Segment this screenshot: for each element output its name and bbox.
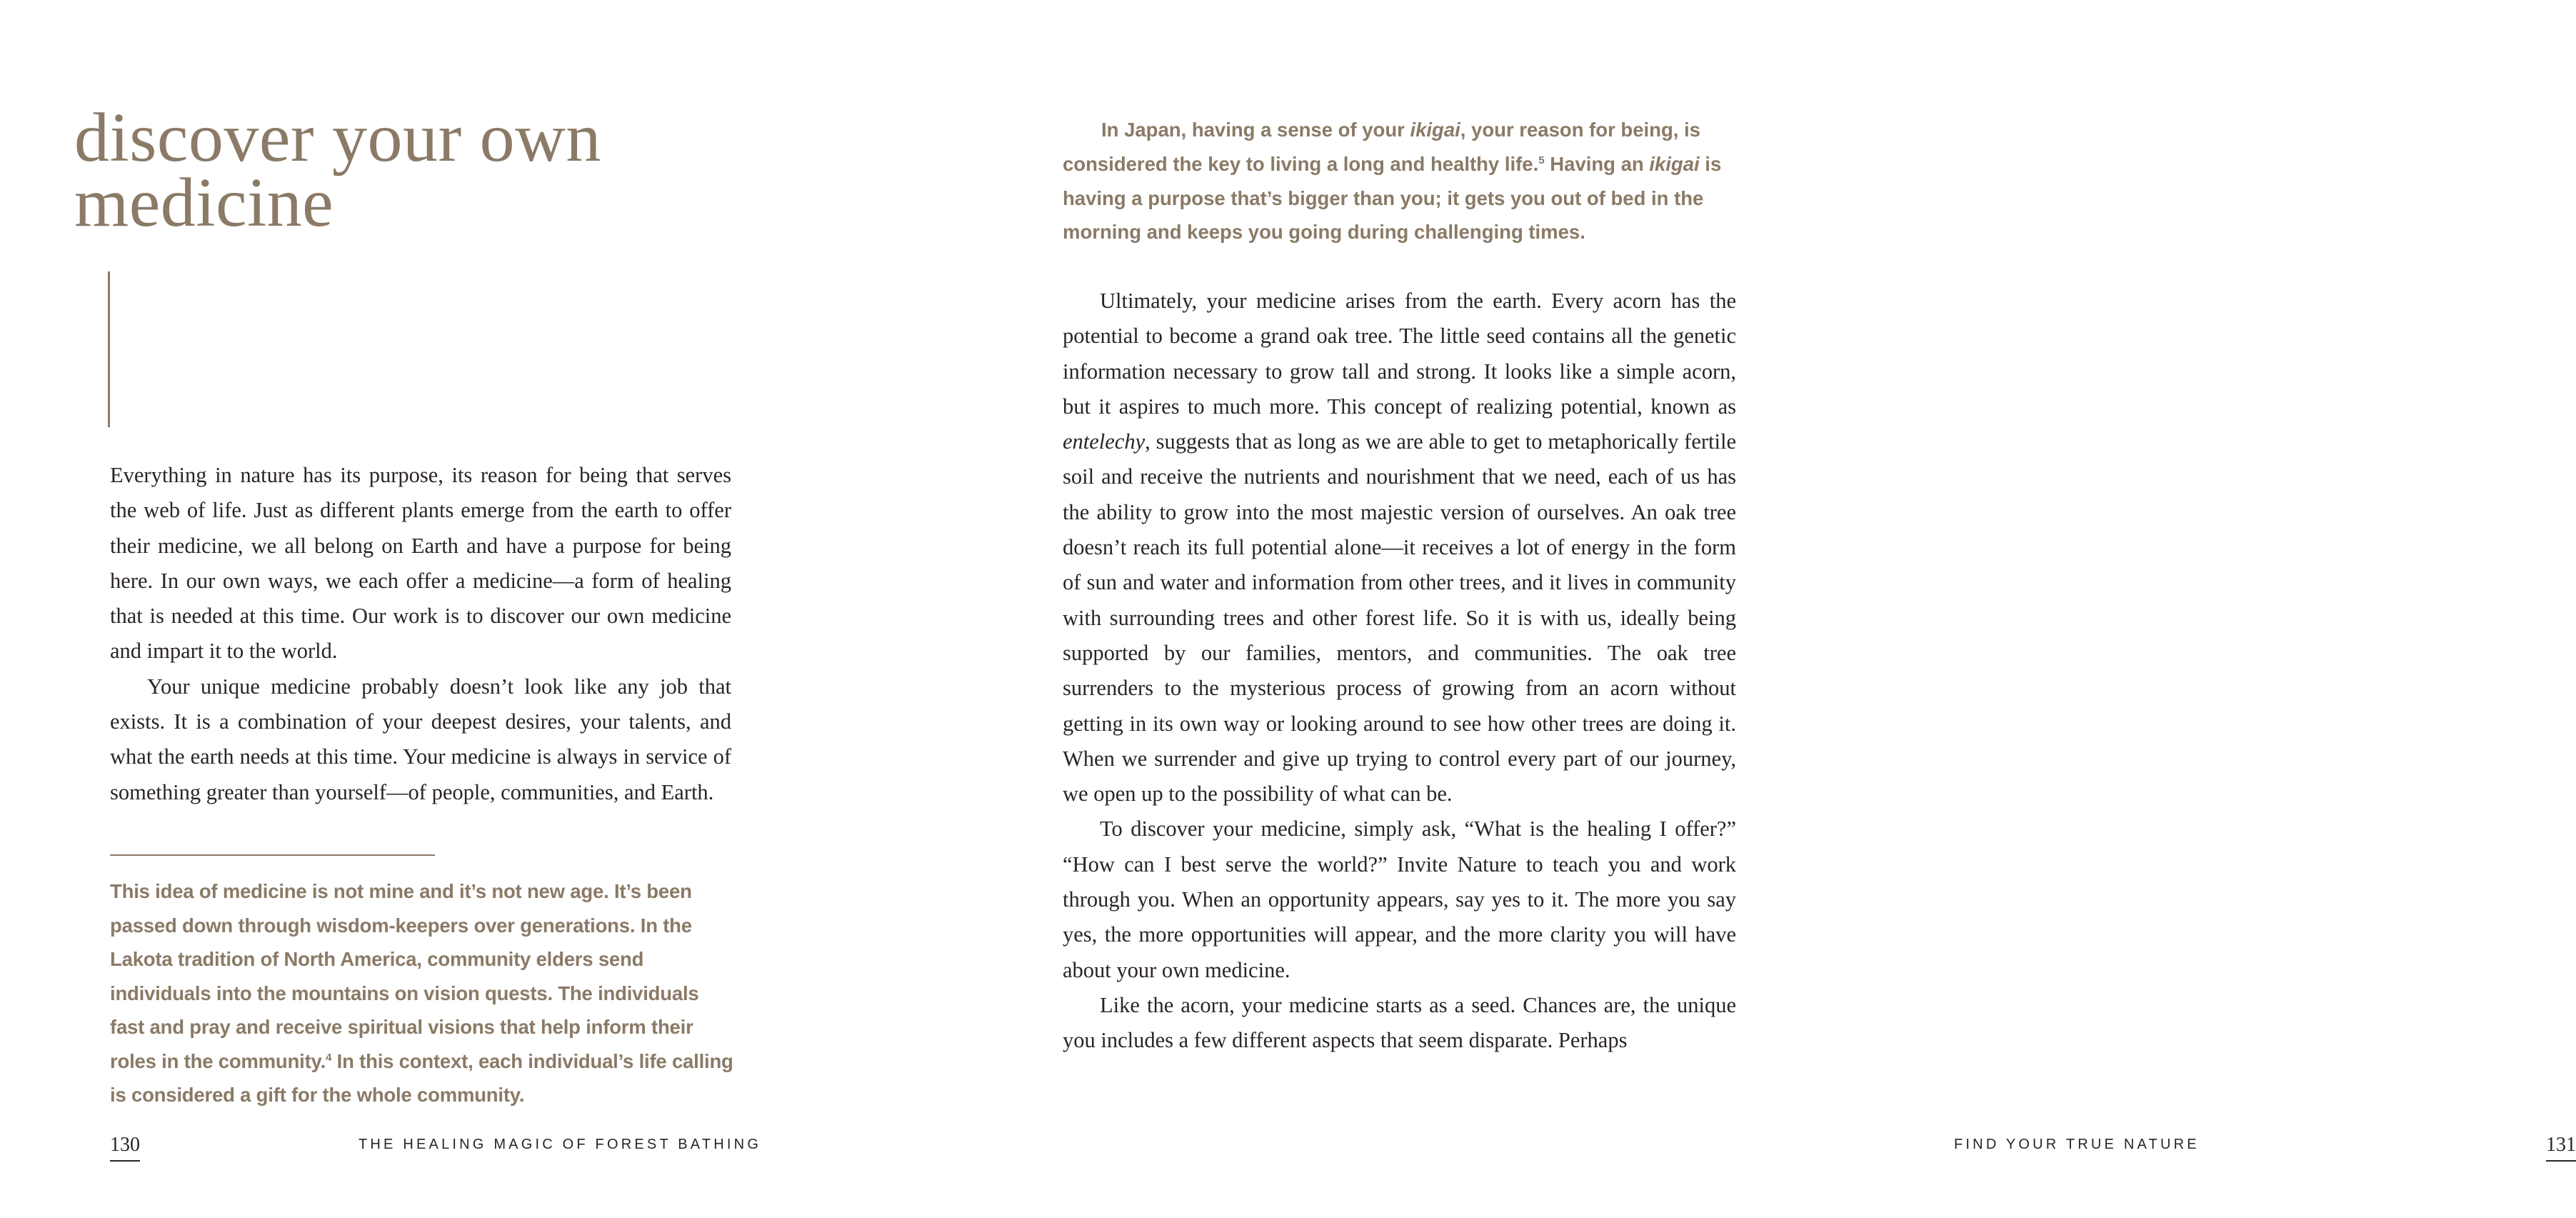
sidebar-note-medicine [110, 874, 738, 1112]
sidebar-note-text: Having an [1544, 152, 1650, 175]
right-body-text [1063, 284, 1736, 1059]
body-paragraph: Like the acorn, your medicine starts as a seed. Chances are, the unique you includes a few different aspects that seem disparate. Perhaps [1063, 992, 1736, 1053]
sidebar-note-text: is having a purpose that’s bigger than you; it gets you out of bed in the morning and keeps you going during challenging times. [1063, 152, 1722, 244]
sidebar-note-italic: ikigai [1410, 119, 1460, 141]
chapter-title: discover your own medicine [74, 99, 601, 242]
sidebar-divider [110, 854, 435, 856]
running-head: THE HEALING MAGIC OF FOREST BATHING [359, 1137, 762, 1152]
decorative-vertical-rule [108, 271, 110, 427]
body-text-span: , suggests that as long as we are able to get to metaphorically fertile soil and receive the nutrients and nourishment that we need, each of us has the ability to grow into the most majestic version of ourselves. An oak tree doesn’t reach its full potential alone—it receives a lot of energy in the form of sun and water and information from other trees, and it lives in community with surrounding trees and other forest life. So it is with us, ideally being supported by our families, mentors, and communities. The oak tree surrenders to the mysterious process of growing from an acorn without getting in its own way or looking around to see how other trees are doing it. When we surrender and give up trying to control every part of our journey, we open up to the possibility of what can be. [1063, 429, 1736, 807]
right-page [893, 0, 2576, 1218]
left-body-text [110, 458, 731, 810]
body-paragraph: Your unique medicine probably doesn’t look like any job that exists. It is a combination of your deepest desires, your talents, and what the earth needs at this time. Your medicine is always in service of something greater than yourself—of people, communities, and Earth. [110, 674, 731, 804]
sidebar-note-italic: ikigai [1649, 152, 1700, 175]
body-paragraph: Everything in nature has its purpose, its reason for being that serves the web of life. Just as different plants emerge from the earth to offer their medicine, we all belong on Earth and have a purpose for being here. In our own ways, we each offer a medicine—a form of healing that is needed at this time. Our work is to discover our own medicine and impart it to the world. [110, 463, 731, 664]
running-head: FIND YOUR TRUE NATURE [1954, 1137, 2200, 1152]
footnote-ref[interactable]: 5 [1538, 154, 1545, 166]
page-number: 131 [2546, 1133, 2576, 1162]
page-number: 130 [110, 1133, 140, 1162]
body-paragraph: To discover your medicine, simply ask, “What is the healing I offer?” “How can I best serve the world?” Invite Nature to teach you and work through you. When an opportunity appears, say yes to it. The more you say yes, the more opportunities will appear, and the more clarity you will have about your own medicine. [1063, 817, 1736, 982]
body-text-span: Ultimately, your medicine arises from the earth. Every acorn has the potential to become a grand oak tree. The little seed contains all the genetic information necessary to grow tall and strong. It looks like a simple acorn, but it aspires to much more. This concept of realizing potential, known as [1063, 289, 1736, 419]
left-page [0, 0, 893, 1218]
body-paragraph [1063, 284, 1736, 812]
footnote-ref[interactable]: 4 [326, 1051, 332, 1064]
sidebar-note-text: , your reason for being, is considered the key to living a long and healthy life. [1063, 119, 1700, 175]
sidebar-note-text: This idea of medicine is not mine and it’s not new age. It’s been passed down through wisdom-keepers over generations. In the Lakota tradition of North America, community elders send individuals into the mountains on vision quests. The individuals fast and pray and receive spiritual visions that help inform their roles in the community. [110, 880, 699, 1072]
sidebar-note-text: In this context, each individual’s life calling is considered a gift for the whole community. [110, 1049, 733, 1106]
sidebar-note-ikigai [1063, 113, 1734, 249]
sidebar-note-text: In Japan, having a sense of your [1101, 119, 1410, 141]
body-text-italic: entelechy [1063, 429, 1146, 454]
